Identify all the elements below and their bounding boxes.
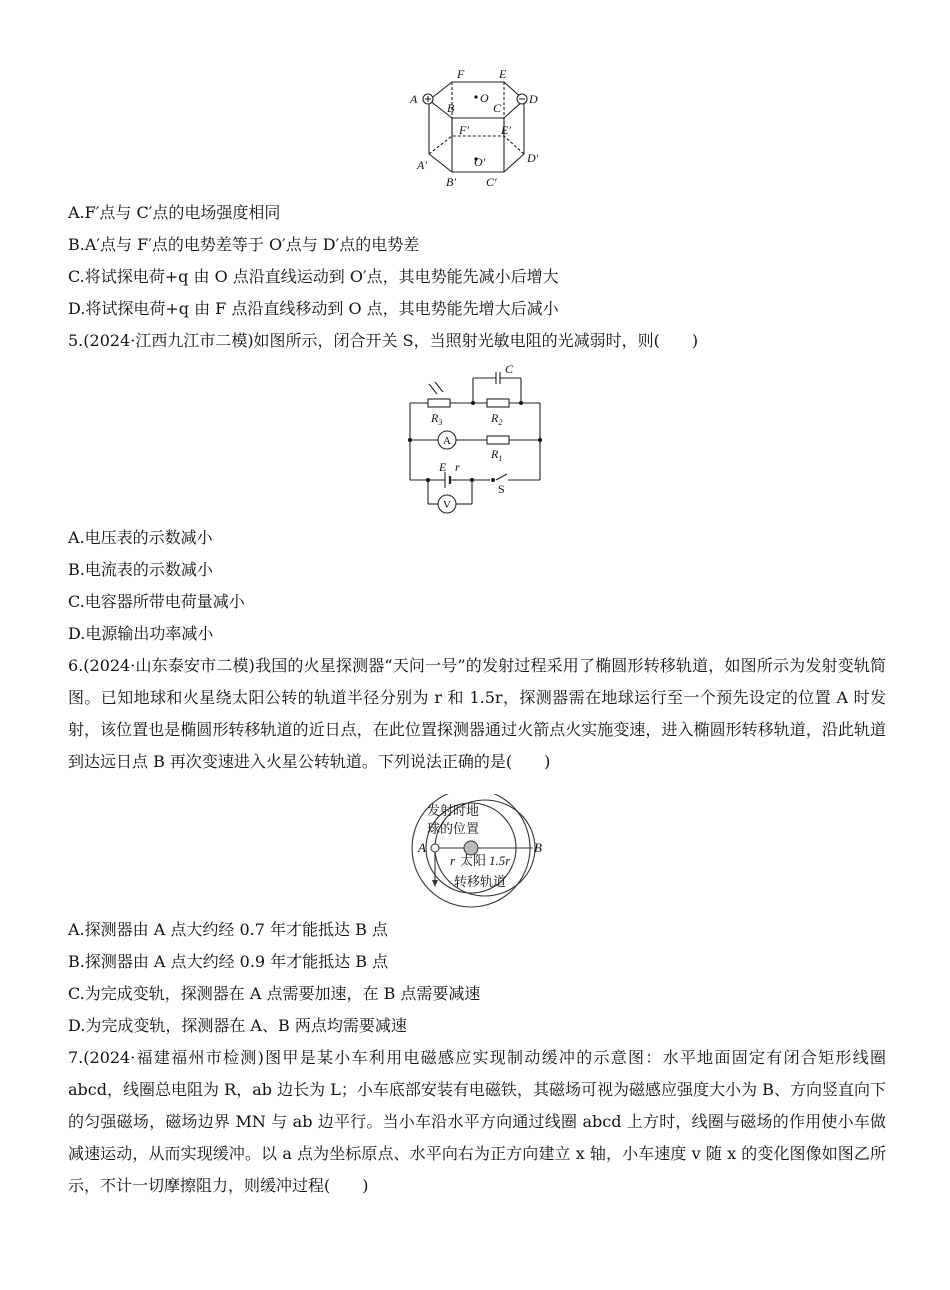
label-E: E <box>499 67 507 81</box>
label-F-prime: F′ <box>459 123 469 137</box>
q5-option-c: C.电容器所带电荷量减小 <box>68 592 245 611</box>
svg-text:R1 <box>490 447 502 463</box>
label-transfer-orbit: 转移轨道 <box>454 874 507 889</box>
label-1-5r: 1.5r <box>489 853 511 868</box>
ammeter-icon: A <box>443 435 451 447</box>
label-r: r <box>450 853 456 868</box>
label-D: D <box>529 92 538 106</box>
label-C: C <box>493 101 502 115</box>
orbit-figure <box>402 794 552 908</box>
label-A: A <box>418 840 426 855</box>
q4-option-b: B.A′点与 F′点的电势差等于 O′点与 D′点的电势差 <box>68 235 420 254</box>
circuit-figure <box>400 358 550 520</box>
label-A-prime: A′ <box>417 158 427 172</box>
label-C: C <box>505 362 514 376</box>
q6-stem: 6.(2024·山东泰安市二模)我国的火星探测器“天问一号”的发射过程采用了椭圆形转移轨道，如图所示为发射变轨简图。已知地球和火星绕太阳公转的轨道半径分别为 r 和 1.5r，探测器需在地球运行至一个预先设定的位置 A 时发射，该位置也是椭圆形转移轨道的近日点，在此位置探测器通过火箭点火实施变速，进入椭圆形转移轨道，沿此轨道到达远日点 B 再次变速进入火星公转轨道。下列说法正确的是( ) <box>68 656 886 771</box>
label-O-prime: O′ <box>474 155 486 169</box>
label-A: A <box>410 92 418 106</box>
voltmeter-icon: V <box>443 499 451 511</box>
q4-option-c: C.将试探电荷+q 由 O 点沿直线运动到 O′点，其电势能先减小后增大 <box>68 267 559 286</box>
svg-text:R3 <box>430 411 442 427</box>
label-R2: R <box>491 411 499 425</box>
label-R1: R <box>491 447 499 461</box>
label-B: B <box>447 101 455 115</box>
label-E: E <box>439 460 447 474</box>
label-B-prime: B′ <box>446 175 456 189</box>
svg-text:R2 <box>490 411 502 427</box>
label-R3: R <box>431 411 439 425</box>
q5-option-d: D.电源输出功率减小 <box>68 624 214 643</box>
q6-option-d: D.为完成变轨，探测器在 A、B 两点均需要减速 <box>68 1016 407 1035</box>
label-launch-line2: 球的位置 <box>427 821 480 836</box>
label-launch-line1: 发射时地 <box>427 803 480 818</box>
label-r: r <box>455 460 460 474</box>
label-R1-sub: 1 <box>498 454 503 463</box>
label-B: B <box>534 840 542 855</box>
q5-option-a: A.电压表的示数减小 <box>68 528 213 547</box>
q6-option-c: C.为完成变轨，探测器在 A 点需要加速，在 B 点需要减速 <box>68 984 481 1003</box>
label-sun: 太阳 <box>460 853 487 868</box>
label-R2-sub: 2 <box>498 418 503 427</box>
q6-option-a: A.探测器由 A 点大约经 0.7 年才能抵达 B 点 <box>68 920 388 939</box>
q5-option-b: B.电流表的示数减小 <box>68 560 213 579</box>
label-S: S <box>498 482 505 496</box>
label-O: O <box>480 91 489 105</box>
label-D-prime: D′ <box>527 151 539 165</box>
q4-option-d: D.将试探电荷+q 由 F 点沿直线移动到 O 点，其电势能先增大后减小 <box>68 299 559 318</box>
hexagonal-prism-figure <box>405 62 555 192</box>
label-R3-sub: 3 <box>438 418 443 427</box>
q7-stem: 7.(2024·福建福州市检测)图甲是某小车利用电磁感应实现制动缓冲的示意图：水平地面固定有闭合矩形线圈 abcd，线圈总电阻为 R，ab 边长为 L；小车底部安装有电磁铁，其磁场可视为磁感应强度大小为 B、方向竖直向下的匀强磁场，磁场边界 MN 与 ab 边平行。当小车沿水平方向通过线圈 abcd 上方时，线圈与磁场的作用使小车做减速运动，从而实现缓冲。以 a 点为坐标原点、水平向右为正方向建立 x 轴，小车速度 v 随 x 的变化图像如图乙所示，不计一切摩擦阻力，则缓冲过程( ) <box>68 1048 886 1195</box>
q6-option-b: B.探测器由 A 点大约经 0.9 年才能抵达 B 点 <box>68 952 389 971</box>
label-C-prime: C′ <box>486 175 497 189</box>
label-E-prime: E′ <box>501 123 511 137</box>
q4-option-a: A.F′点与 C′点的电场强度相同 <box>68 203 281 222</box>
label-F: F <box>457 67 465 81</box>
q5-stem: 5.(2024·江西九江市二模)如图所示，闭合开关 S，当照射光敏电阻的光减弱时，则( ) <box>68 331 699 350</box>
